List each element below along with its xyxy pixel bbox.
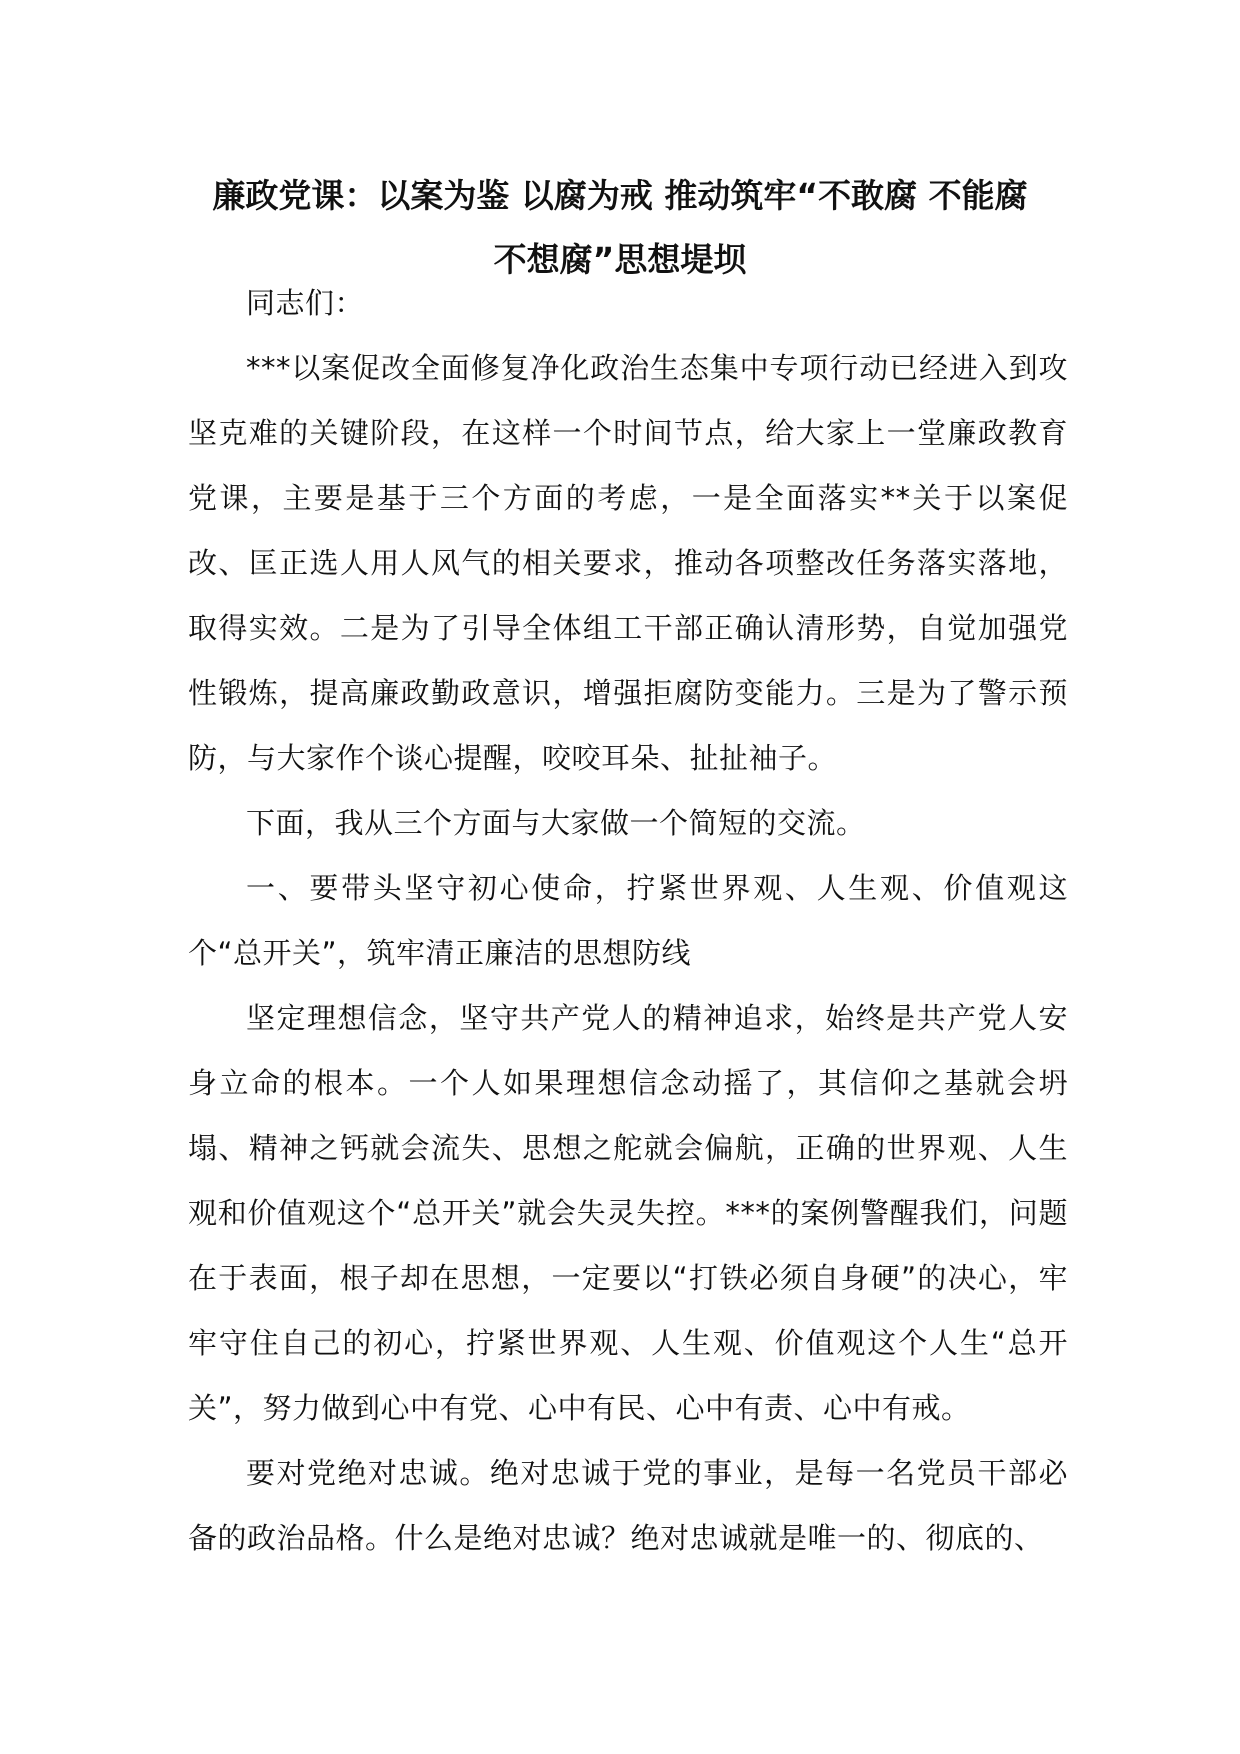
greeting-block xyxy=(188,271,1068,336)
paragraph-block-4 xyxy=(188,986,1068,1441)
paragraph: 坚定理想信念，坚守共产党人的精神追求，始终是共产党人安身立命的根本。一个人如果理想信念动摇了，其信仰之基就会坍塌、精神之钙就会流失、思想之舵就会偏航，正确的世界观、人生观和价值观这个“总开关”就会失灵失控。***的案例警醒我们，问题在于表面，根子却在思想，一定要以“打铁必须自身硬”的决心，牢牢守住自己的初心，拧紧世界观、人生观、价值观这个人生“总开关”，努力做到心中有党、心中有民、心中有责、心中有戒。 xyxy=(188,1001,1068,1425)
document-title-line-2: 不想腐”思想堤坝 xyxy=(493,240,747,279)
section-heading-block xyxy=(188,856,1068,986)
section-heading: 一、要带头坚守初心使命，拧紧世界观、人生观、价值观这个“总开关”，筑牢清正廉洁的思想防线 xyxy=(188,871,1068,970)
paragraph: 要对党绝对忠诚。绝对忠诚于党的事业，是每一名党员干部必备的政治品格。什么是绝对忠诚？绝对忠诚就是唯一的、彻底的、 xyxy=(188,1456,1068,1555)
paragraph-block-1 xyxy=(188,336,1068,791)
paragraph-block-2 xyxy=(188,791,1068,856)
paragraph: 下面，我从三个方面与大家做一个简短的交流。 xyxy=(246,806,866,840)
paragraph-block-5 xyxy=(188,1441,1068,1571)
greeting: 同志们： xyxy=(246,286,365,320)
document-title-line-1: 廉政党课：以案为鉴 以腐为戒 推动筑牢“不敢腐 不能腐 xyxy=(212,176,1028,215)
paragraph: ***以案促改全面修复净化政治生态集中专项行动已经进入到攻坚克难的关键阶段，在这样一个时间节点，给大家上一堂廉政教育党课，主要是基于三个方面的考虑，一是全面落实**关于以案促改、匡正选人用人风气的相关要求，推动各项整改任务落实落地，取得实效。二是为了引导全体组工干部正确认清形势，自觉加强党性锻炼，提高廉政勤政意识，增强拒腐防变能力。三是为了警示预防，与大家作个谈心提醒，咬咬耳朵、扯扯袖子。 xyxy=(188,351,1068,775)
